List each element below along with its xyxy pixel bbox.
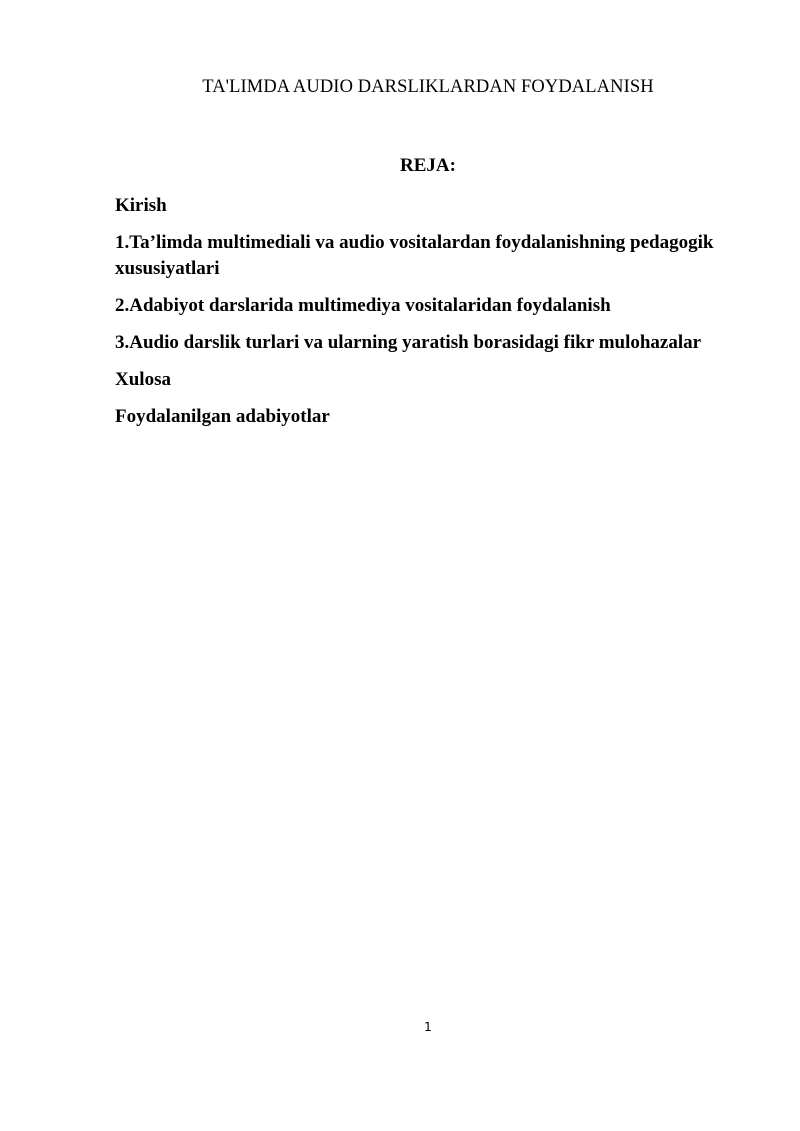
- outline-item-introduction: Kirish: [115, 195, 167, 216]
- outline-item-section-3: 3.Audio darslik turlari va ularning yaratish borasidagi fikr mulohazalar: [115, 332, 702, 353]
- plan-heading: REJA:: [400, 155, 456, 176]
- outline-item-references: Foydalanilgan adabiyotlar: [115, 406, 330, 427]
- outline-item-section-1: 1.Ta’limda multimediali va audio vositalardan foydalanishning pedagogik xususiyatlari: [115, 232, 714, 279]
- page-number: 1: [424, 1020, 432, 1034]
- plan-outline: [115, 193, 755, 441]
- outline-item-conclusion: Xulosa: [115, 369, 171, 390]
- outline-item-section-2: 2.Adabiyot darslarida multimediya vositalaridan foydalanish: [115, 295, 611, 316]
- document-title: TA'LIMDA AUDIO DARSLIKLARDAN FOYDALANISH: [202, 77, 654, 97]
